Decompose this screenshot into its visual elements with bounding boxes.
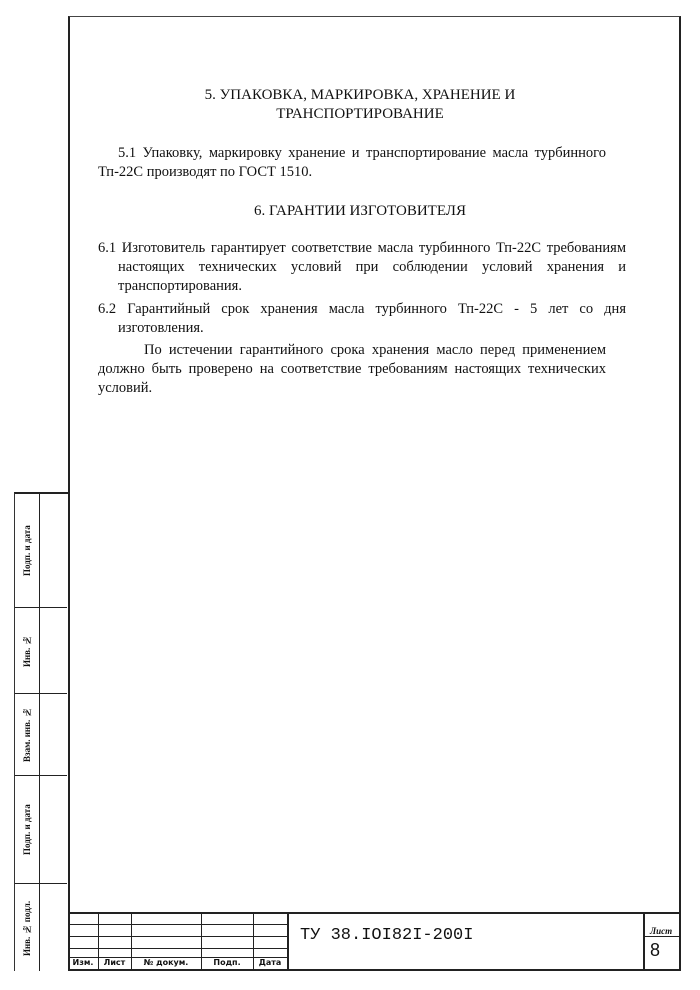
- stamp-col-line: [287, 912, 289, 971]
- section6-paragraph-3: По истечении гарантийного срока хранения масло перед применением должно быть проверено на соответствие требованиям настоящих технических условий.: [98, 342, 606, 396]
- stamp-header-podp: Подп.: [213, 958, 241, 967]
- side-label-inv-no: Инв. №: [22, 635, 32, 667]
- sheet-label: Лист: [650, 926, 673, 936]
- side-stamp: [14, 492, 68, 971]
- side-label-inv-podl: Инв. № подл.: [22, 900, 32, 957]
- stamp-row-line: [68, 924, 288, 925]
- side-cell-vzam-inv: [15, 694, 67, 776]
- side-cell-inv-podl: [15, 884, 67, 973]
- sheet-number: 8: [650, 940, 661, 960]
- stamp-top-line: [68, 912, 681, 914]
- stamp-row-line: [68, 948, 288, 949]
- side-label-vzam-inv: Взам. инв. №: [22, 707, 32, 763]
- section5-title-line2: ТРАНСПОРТИРОВАНИЕ: [276, 106, 444, 122]
- stamp-header-data: Дата: [258, 958, 282, 967]
- section6-paragraph-2: 6.2 Гарантийный срок хранения масла турбинного Тп-22С - 5 лет со дня изготовления.: [98, 301, 626, 336]
- side-cell-podp-data-bottom: [15, 776, 67, 884]
- section5-title: [150, 86, 570, 124]
- stamp-row-line: [68, 936, 288, 937]
- title-block: [68, 912, 681, 971]
- stamp-col-line: [643, 912, 645, 971]
- stamp-header-izm: Изм.: [72, 958, 94, 967]
- stamp-header-list: Лист: [103, 958, 126, 967]
- section6-title: 6. ГАРАНТИИ ИЗГОТОВИТЕЛЯ: [254, 203, 466, 219]
- document-code: ТУ 38.IOI82I-200I: [300, 926, 474, 945]
- stamp-header-dokum: № докум.: [143, 958, 189, 967]
- stamp-sheet-line: [643, 936, 681, 937]
- side-label-podp-data-top: Подп. и дата: [22, 525, 32, 577]
- side-cell-inv-no: [15, 608, 67, 694]
- section5-title-line1: 5. УПАКОВКА, МАРКИРОВКА, ХРАНЕНИЕ И: [204, 87, 516, 103]
- side-label-podp-data-bottom: Подп. и дата: [22, 804, 32, 856]
- section6-paragraph-1: 6.1 Изготовитель гарантирует соответствие масла турбинного Тп-22С требованиям настоящих технических условий при соблюдении условий хранения и транспортирования.: [98, 240, 626, 294]
- side-cell-podp-data-top: [15, 494, 67, 608]
- section5-paragraph-1: 5.1 Упаковку, маркировку хранение и транспортирование масла турбинного Тп-22С производят по ГОСТ 1510.: [98, 145, 606, 180]
